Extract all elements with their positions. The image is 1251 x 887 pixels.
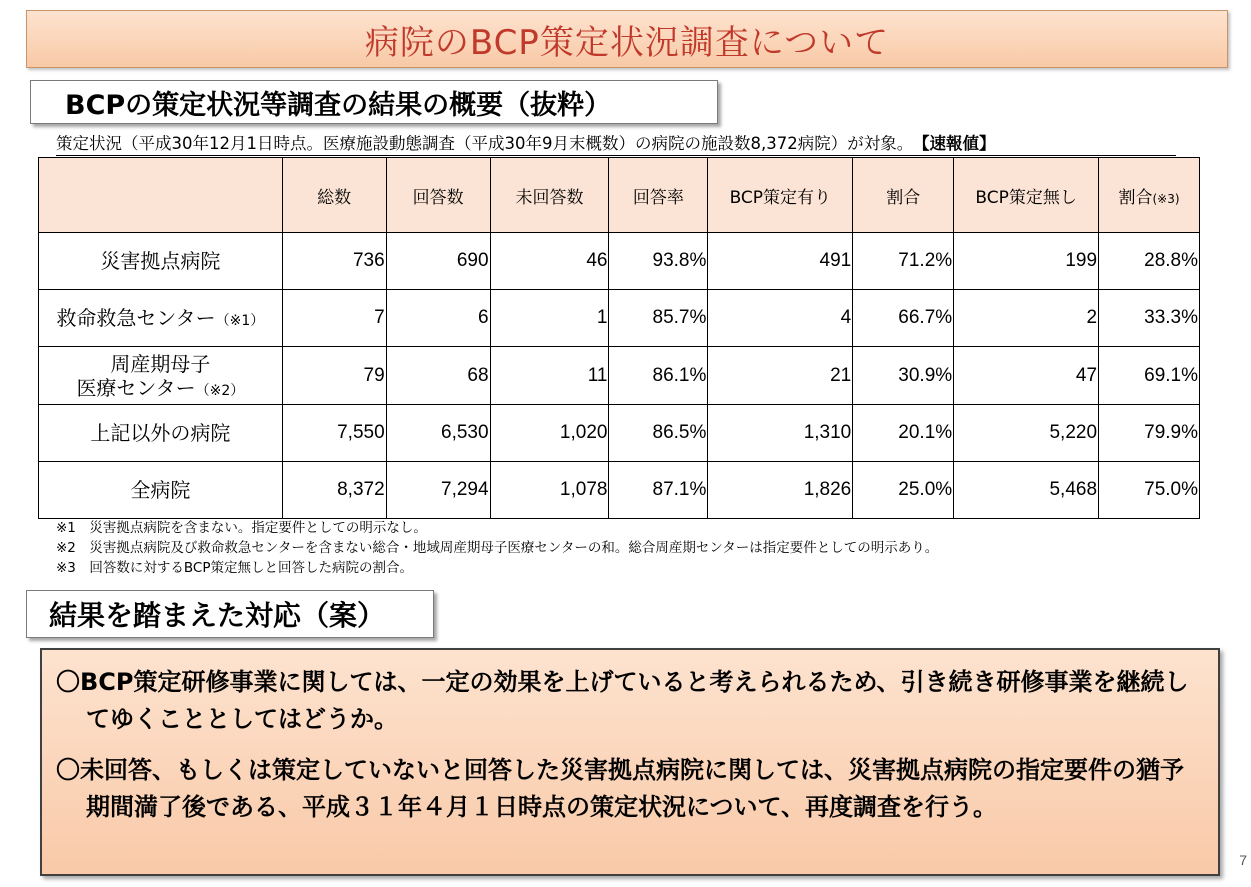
row-label-text: 上記以外の病院 — [90, 421, 231, 445]
table-cell: 736 — [282, 233, 386, 290]
footnote: ※3 回答数に対するBCP策定無しと回答した病院の割合。 — [56, 560, 413, 576]
row-label — [39, 405, 283, 462]
table-cell: 8,372 — [282, 462, 386, 519]
bcp-survey-table — [38, 157, 1200, 519]
preliminary-tag: 【速報値】 — [921, 134, 996, 153]
table-cell: 79 — [282, 347, 386, 405]
table-cell: 33.3% — [1099, 290, 1200, 347]
row-label-note: （※2） — [195, 382, 245, 399]
page-number: 7 — [1239, 852, 1247, 868]
table-cell: 1,078 — [490, 462, 609, 519]
row-label — [39, 462, 283, 519]
table-cell: 28.8% — [1099, 233, 1200, 290]
table-cell: 86.5% — [609, 405, 708, 462]
header-cell: BCP策定有り — [708, 158, 853, 233]
table-cell: 21 — [708, 347, 853, 405]
header-text: 割合 — [1118, 187, 1153, 208]
section-heading-response: 結果を踏まえた対応（案） — [26, 590, 434, 638]
table-cell: 20.1% — [853, 405, 954, 462]
row-label-text: 災害拠点病院 — [100, 249, 221, 273]
header-cell: 回答数 — [386, 158, 490, 233]
table-cell: 4 — [708, 290, 853, 347]
table-cell: 87.1% — [609, 462, 708, 519]
response-proposal-box — [40, 648, 1220, 876]
header-cell: 回答率 — [609, 158, 708, 233]
table-cell: 79.9% — [1099, 405, 1200, 462]
table-row — [39, 233, 1200, 290]
row-label-text: 全病院 — [130, 478, 191, 502]
table-cell: 11 — [490, 347, 609, 405]
table-cell: 69.1% — [1099, 347, 1200, 405]
table-cell: 47 — [954, 347, 1099, 405]
table-cell: 1,826 — [708, 462, 853, 519]
header-note: (※3) — [1152, 191, 1180, 206]
table-cell: 1,020 — [490, 405, 609, 462]
table-cell: 6 — [386, 290, 490, 347]
table-cell: 491 — [708, 233, 853, 290]
section-heading-summary: BCPの策定状況等調査の結果の概要（抜粋） — [30, 80, 718, 124]
header-cell: 割合 — [853, 158, 954, 233]
table-cell: 85.7% — [609, 290, 708, 347]
table-cell: 690 — [386, 233, 490, 290]
table-cell: 30.9% — [853, 347, 954, 405]
table-cell: 75.0% — [1099, 462, 1200, 519]
table-cell: 5,220 — [954, 405, 1099, 462]
table-row — [39, 290, 1200, 347]
header-cell: BCP策定無し — [954, 158, 1099, 233]
row-label — [39, 347, 283, 405]
row-label-text-line2: 医療センター — [76, 375, 196, 400]
table-cell: 7,550 — [282, 405, 386, 462]
row-label-note: （※1） — [215, 313, 265, 329]
table-cell: 93.8% — [609, 233, 708, 290]
header-corner — [39, 158, 283, 233]
footnote: ※1 災害拠点病院を含まない。指定要件としての明示なし。 — [56, 520, 427, 536]
subtitle-text: 策定状況（平成30年12月1日時点。医療施設動態調査（平成30年9月末概数）の病院の施設数8,372病院）が対象。 — [56, 134, 914, 153]
table-cell: 25.0% — [853, 462, 954, 519]
table-cell: 6,530 — [386, 405, 490, 462]
table-cell: 1,310 — [708, 405, 853, 462]
table-header-row — [39, 158, 1200, 233]
footnote: ※2 災害拠点病院及び救命救急センターを含まない総合・地域周産期母子医療センターの和。総合周産期センターは指定要件としての明示あり。 — [56, 540, 939, 556]
table-cell: 199 — [954, 233, 1099, 290]
title-banner — [26, 10, 1228, 68]
page-title: 病院のBCP策定状況調査について — [364, 22, 890, 63]
table-row — [39, 347, 1200, 405]
table-cell: 7,294 — [386, 462, 490, 519]
row-label-text: 周産期母子 — [110, 351, 211, 376]
table-cell: 66.7% — [853, 290, 954, 347]
table-cell: 71.2% — [853, 233, 954, 290]
table-cell: 5,468 — [954, 462, 1099, 519]
proposal-item: 〇未回答、もしくは策定していないと回答した災害拠点病院に関しては、災害拠点病院の指定要件の猶予期間満了後である、平成３１年４月１日時点の策定状況について、再度調査を行う。 — [56, 756, 1184, 821]
row-label-text: 救命救急センター — [56, 306, 216, 330]
survey-subtitle — [56, 130, 1176, 156]
header-cell-last — [1099, 158, 1200, 233]
header-cell: 総数 — [282, 158, 386, 233]
table-cell: 86.1% — [609, 347, 708, 405]
table-cell: 68 — [386, 347, 490, 405]
header-cell: 未回答数 — [490, 158, 609, 233]
row-label — [39, 233, 283, 290]
row-label — [39, 290, 283, 347]
table-cell: 46 — [490, 233, 609, 290]
table-row — [39, 405, 1200, 462]
table-cell: 2 — [954, 290, 1099, 347]
proposal-item: 〇BCP策定研修事業に関しては、一定の効果を上げていると考えられるため、引き続き研修事業を継続してゆくこととしてはどうか。 — [56, 668, 1189, 733]
table-cell: 7 — [282, 290, 386, 347]
table-row — [39, 462, 1200, 519]
footnotes — [56, 518, 938, 578]
table-cell: 1 — [490, 290, 609, 347]
